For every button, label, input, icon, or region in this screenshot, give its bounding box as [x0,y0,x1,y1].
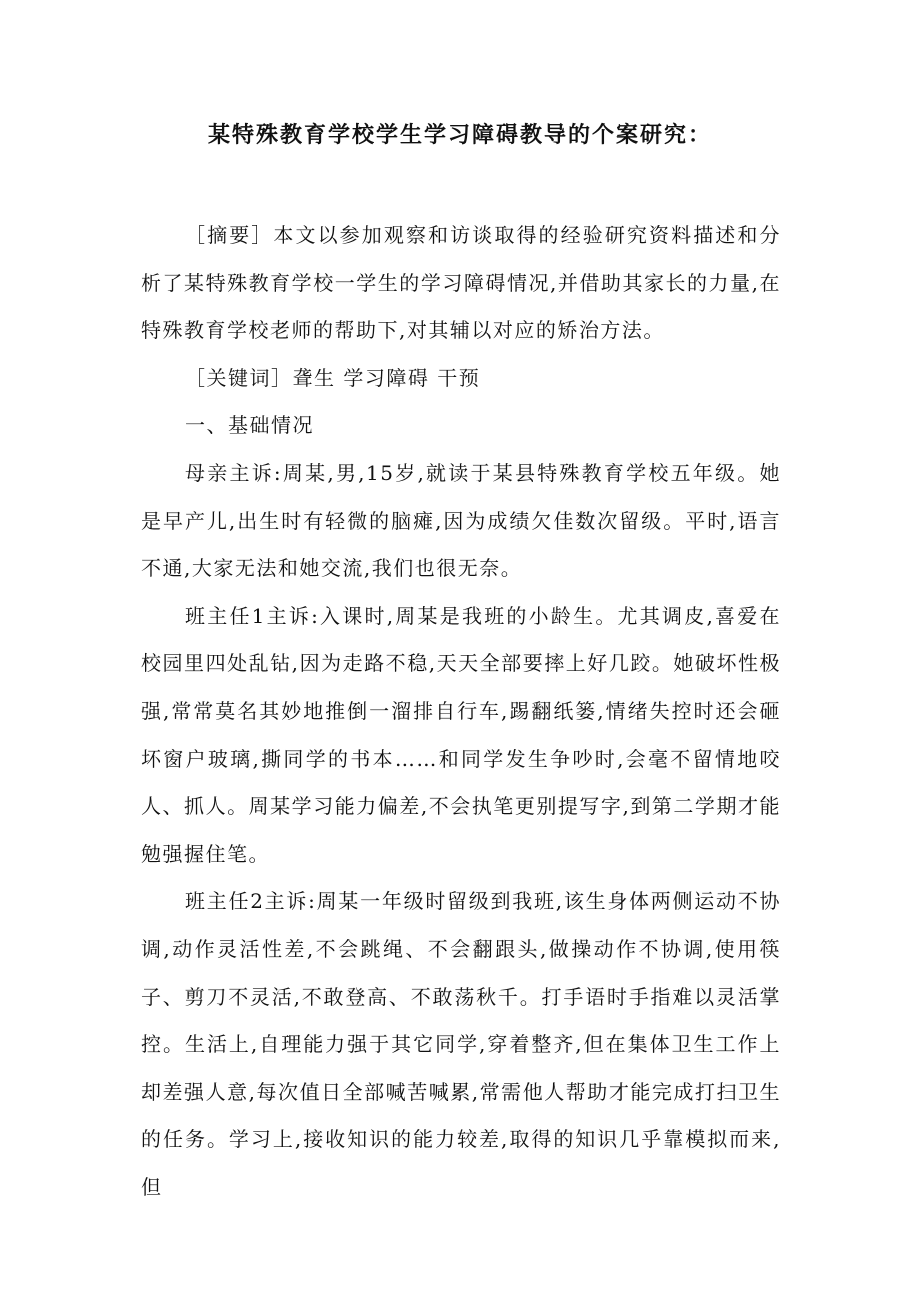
abstract-paragraph: ［摘要］本文以参加观察和访谈取得的经验研究资料描述和分析了某特殊教育学校一学生的学习障碍情况,并借助其家长的力量,在特殊教育学校老师的帮助下,对其辅以对应的矫治方法。 [141,223,781,343]
body-paragraph: 母亲主诉:周某,男,15岁,就读于某县特殊教育学校五年级。她是早产儿,出生时有轻微的脑瘫,因为成绩欠佳数次留级。平时,语言不通,大家无法和她交流,我们也很无奈。 [141,460,781,581]
document-title: 某特殊教育学校学生学习障碍教导的个案研究： [207,122,712,148]
body-paragraph: 班主任1主诉:入课时,周某是我班的小龄生。尤其调皮,喜爱在校园里四处乱钻,因为走路不稳,天天全部要摔上好几跤。她破坏性极强,常常莫名其妙地推倒一溜排自行车,踢翻纸篓,情绪失控时还会砸坏窗户玻璃,撕同学的书本……和同学发生争吵时,会毫不留情地咬人、抓人。周某学习能力偏差,不会执笔更别提写字,到第二学期才能勉强握住笔。 [141,603,781,866]
keywords-paragraph: ［关键词］聋生 学习障碍 干预 [185,365,481,390]
document-body [141,212,781,1211]
body-paragraph: 班主任2主诉:周某一年级时留级到我班,该生身体两侧运动不协调,动作灵活性差,不会跳绳、不会翻跟头,做操动作不协调,使用筷子、剪刀不灵活,不敢登高、不敢荡秋千。打手语时手指难以灵活掌控。生活上,自理能力强于其它同学,穿着整齐,但在集体卫生工作上却差强人意,每次值日全部喊苦喊累,常需他人帮助才能完成打扫卫生的任务。学习上,接收知识的能力较差,取得的知识几乎靠模拟而来,但 [141,889,781,1199]
section-heading: 一、基础情况 [185,413,314,438]
